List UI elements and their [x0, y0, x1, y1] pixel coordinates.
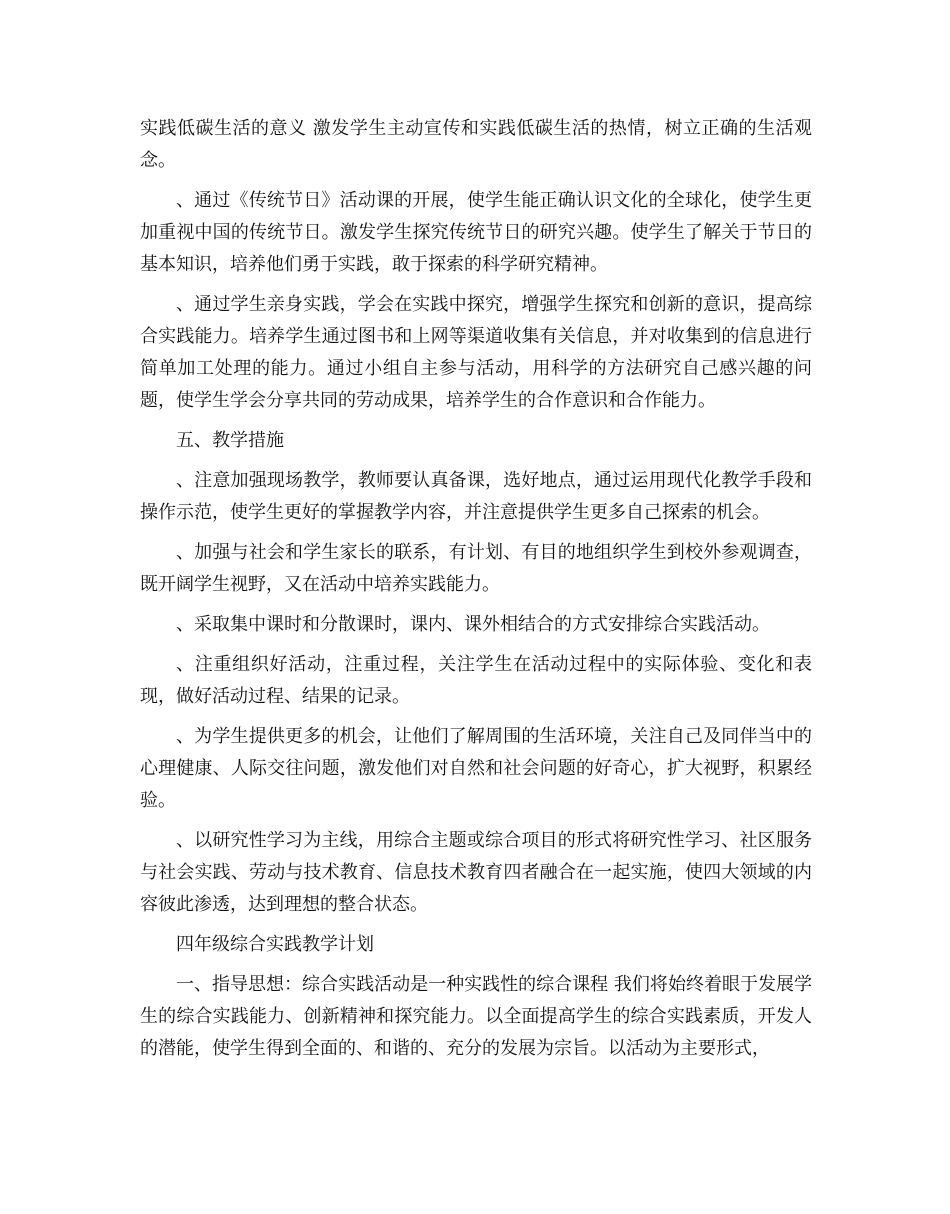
paragraph-community-contact: 、加强与社会和学生家长的联系，有计划、有目的地组织学生到校外参观调查，既开阔学生视野，又在活动中培养实践能力。: [140, 542, 812, 595]
paragraph-more-opportunities: 、为学生提供更多的机会，让他们了解周围的生活环境，关注自己及同伴当中的心理健康、人际交往问题，激发他们对自然和社会问题的好奇心，扩大视野，积累经验。: [140, 726, 812, 811]
paragraph-onsite-teaching: 、注意加强现场教学，教师要认真备课，选好地点，通过运用现代化教学手段和操作示范，使学生更好的掌握教学内容，并注意提供学生更多自己探索的机会。: [140, 470, 812, 523]
section-heading-grade-four-plan: 四年级综合实践教学计划: [176, 934, 374, 955]
paragraph-activity-organization: 、注重组织好活动，注重过程，关注学生在活动过程中的实际体验、变化和表现，做好活动过程、结果的记录。: [140, 654, 812, 707]
paragraph-traditional-festival: 、通过《传统节日》活动课的开展，使学生能正确认识文化的全球化，使学生更加重视中国的传统节日。激发学生探究传统节日的研究兴趣。使学生了解关于节日的基本知识，培养他们勇于实践，敢于探索的科学研究精神。: [140, 190, 812, 275]
paragraph-intro-continuation: 实践低碳生活的意义 激发学生主动宣传和实践低碳生活的热情，树立正确的生活观念。: [140, 118, 812, 171]
paragraph-research-learning: 、以研究性学习为主线，用综合主题或综合项目的形式将研究性学习、社区服务与社会实践、劳动与技术教育、信息技术教育四者融合在一起实施，使四大领域的内容彼此渗透，达到理想的整合状态。: [140, 830, 812, 915]
paragraph-hands-on-practice: 、通过学生亲身实践，学会在实践中探究，增强学生探究和创新的意识，提高综合实践能力。培养学生通过图书和上网等渠道收集有关信息，并对收集到的信息进行简单加工处理的能力。通过小组自主参与活动，用科学的方法研究自己感兴趣的问题，使学生学会分享共同的劳动成果，培养学生的合作意识和合作能力。: [140, 294, 812, 411]
section-heading-teaching-measures: 五、教学措施: [176, 430, 284, 451]
document-body: [140, 113, 812, 1065]
paragraph-guiding-ideology: 一、指导思想：综合实践活动是一种实践性的综合课程 我们将始终着眼于发展学生的综合实践能力、创新精神和探究能力。以全面提高学生的综合实践素质，开发人的潜能，使学生得到全面的、和谐的、充分的发展为宗旨。以活动为主要形式，: [140, 974, 812, 1059]
paragraph-class-hours: 、采取集中课时和分散课时，课内、课外相结合的方式安排综合实践活动。: [176, 614, 770, 635]
